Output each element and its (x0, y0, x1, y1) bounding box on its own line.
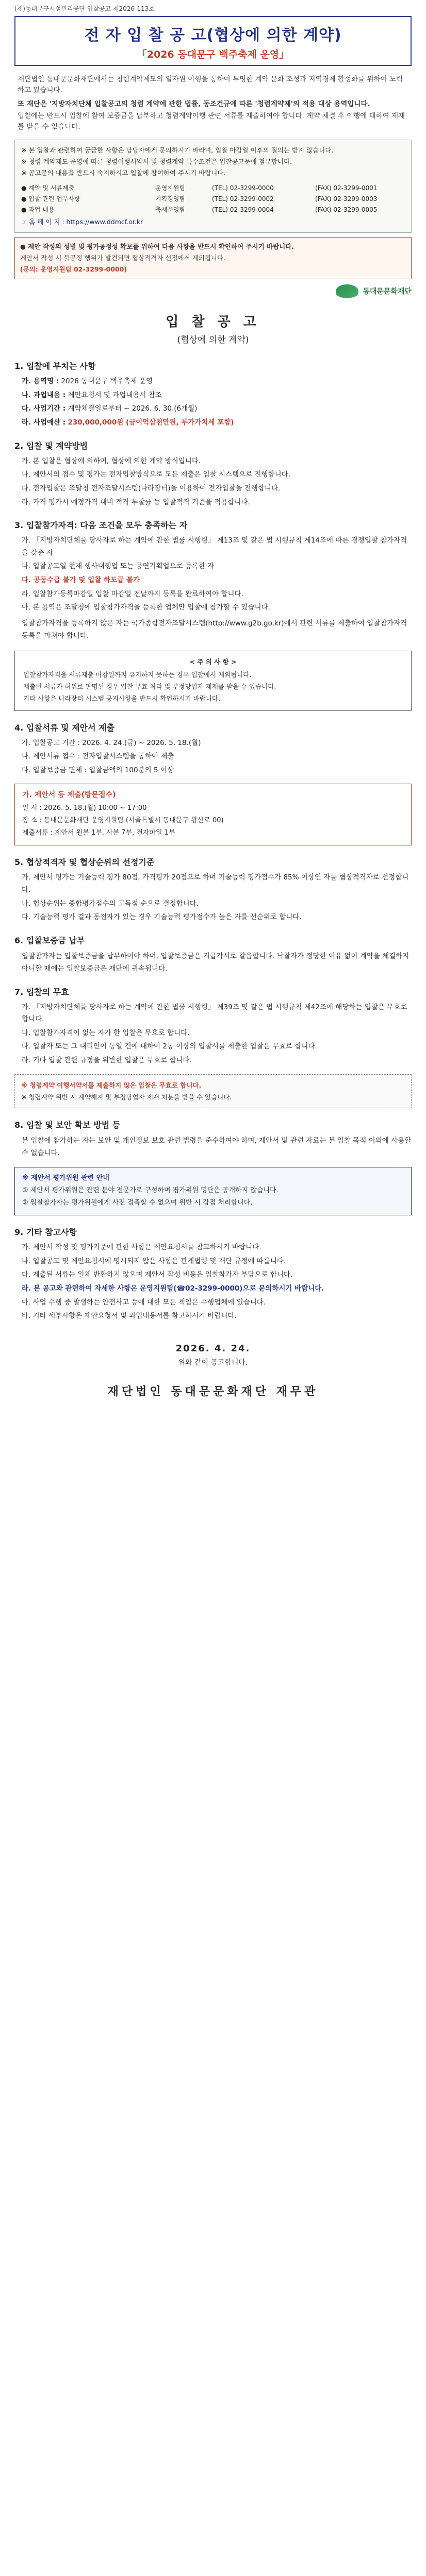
caution-box (14, 651, 412, 711)
list-item: 나. 제안서의 접수 및 평가는 전자입찰방식으로 모든 제출은 입찰 시스템으로 진행합니다. (22, 470, 290, 479)
intro-text: 재단법인 동대문문화재단에서는 청렴계약제도의 일자원 이행을 통하여 투명한 계약 문화 조성과 지역경제 활성화를 위하여 노력하고 있습니다. (18, 75, 403, 94)
contact-dept: ● 과업 내용 (21, 206, 55, 213)
list-item: 나. 입찰공고 및 제안요청서에 명시되지 않은 사항은 관계법령 및 재단 규정에 따릅니다. (22, 1257, 286, 1265)
list-item: 나. 입찰참가자격이 없는 자가 한 입찰은 무효로 합니다. (22, 1028, 190, 1037)
intro-policy-rest: 입찰에는 반드시 입찰에 참여 보증금을 납부하고 청렴계약이행 관련 서류를 제출하여야 합니다. 계약 체결 후 이행에 대하여 제재를 받을 수 있습니다. (18, 111, 405, 131)
section-heading: 1. 입찰에 부치는 사항 (14, 361, 96, 371)
list-item: 가. 제안서 작성 및 평가기준에 관한 사항은 제안요청서를 참고하시기 바랍니다. (22, 1243, 261, 1252)
hero-banner (14, 16, 412, 66)
list-item: 나. 제안서류 접수 : 전자입찰시스템을 통하여 제출 (22, 752, 174, 761)
announcement-closing: 위와 같이 공고합니다. (178, 1358, 248, 1367)
list-item: 가. 본 입찰은 협상에 의하여, 협상에 의한 계약 방식입니다. (22, 456, 201, 465)
contact-row (21, 183, 405, 193)
list-item: 나. 과업내용 : 제안요청서 및 과업내용서 참조 (22, 391, 162, 399)
schedule-line: 제출서류 : 제안서 원본 1부, 사본 7부, 전자파일 1부 (22, 829, 175, 837)
intro-policy-lead: 또 재단은 '지방자치단체 입찰공고의 청렴 계약에 관한 법률, 동조건규에 따른 '청렴계약제'의 적용 대상 용역입니다. (18, 99, 370, 108)
contact-team: 축제운영팀 (155, 206, 185, 213)
list-item: 마. 사업 수행 중 발생하는 안전사고 등에 대한 모든 책임은 수행업체에 있습니다. (22, 1298, 266, 1307)
contact-team: 운영지원팀 (155, 184, 185, 192)
contact-dept: ● 계약 및 서류제출 (21, 184, 75, 192)
list-item: 가. 「지방자치단체를 당사자로 하는 계약에 관한 법률 시행령」 제39조 및 같은 법 시행규칙 제42조에 해당하는 입찰은 무효로 합니다. (22, 1003, 407, 1024)
list-item: 라. 입찰참가등록마감일 입찰 마감일 전날까지 등록을 완료하여야 합니다. (22, 589, 243, 598)
list-item: 다. 제출된 서류는 일체 반환하지 않으며 제안서 작성 비용은 입찰참가자 부담으로 합니다. (22, 1270, 293, 1279)
schedule-title: 가. 제안서 등 제출(방문접수) (22, 791, 116, 800)
section-paragraph: 입찰참가자는 입찰보증금을 납부하여야 하며, 입찰보증금은 지급각서로 갈음합니다. 낙찰자가 정당한 이유 없이 계약을 체결하지 아니할 때에는 입찰보증금은 재단에 귀속됩니다. (22, 952, 409, 973)
org-logo-icon (336, 284, 358, 298)
contact-fax: (FAX) 02-3299-0001 (315, 184, 378, 192)
list-item: 라. 사업예산 : 230,000,000원 (금이억삼천만원, 부가가치세 포함) (22, 418, 234, 427)
info-line: ② 입찰참가자는 평가위원에게 사전 접촉할 수 없으며 위반 시 감점 처리합니다. (22, 1198, 253, 1207)
redbox-detail: 제안서 작성 시 불공정 행위가 발견되면 협상적격자 선정에서 제외됩니다. (20, 254, 226, 262)
doc-title: 입 찰 공 고 (166, 314, 260, 330)
caution-line: 입찰참가자격을 서류제출 마감일까지 유지하지 못하는 경우 입찰에서 제외됩니다. (23, 670, 252, 679)
note-line: ※ 청렴계약 이행서약서를 제출하지 않은 입찰은 무효로 합니다. (21, 1081, 202, 1089)
schedule-line: 장 소 : 동대문문화재단 운영지원팀 (서울특별시 동대문구 왕산로 00) (22, 817, 224, 825)
contact-dept: ● 입찰 관련 업무사항 (21, 195, 80, 202)
section-paragraph: 본 입찰에 참가하는 자는 보안 및 개인정보 보호 관련 법령을 준수하여야 하며, 제안서 및 관련 자료는 본 입찰 목적 이외에 사용할 수 없습니다. (22, 1137, 412, 1158)
section-heading: 7. 입찰의 무효 (14, 987, 69, 997)
info-line: ① 제안서 평가위원은 관련 분야 전문가로 구성하며 평가위원 명단은 공개하지 않습니다. (22, 1186, 278, 1194)
list-item: 다. 입찰보증금 면제 : 입찰금액의 100분의 5 이상 (22, 766, 174, 774)
list-item: 다. 공동수급 불가 및 입찰 하도급 불가 (22, 576, 140, 585)
caution-line: 제출된 서류가 허위로 판명된 경우 입찰 무효 처리 및 부정당업자 제재를 받을 수 있습니다. (23, 683, 276, 691)
doc-subtitle: (협상에 의한 계약) (177, 335, 249, 346)
section-heading: 8. 입찰 및 보안 확보 방법 등 (14, 1120, 121, 1130)
list-item: 가. 용역명 : 2026 동대문구 백주축제 운영 (22, 377, 153, 386)
list-item: 다. 입찰자 또는 그 대리인이 동일 건에 대하여 2통 이상의 입찰서를 제출한 입찰은 무효로 합니다. (22, 1042, 317, 1051)
homepage-link[interactable]: ☞ 홈 페 이 지 : https://www.ddmcf.or.kr (21, 218, 143, 226)
section-heading: 2. 입찰 및 계약방법 (14, 440, 88, 451)
contact-tel: (TEL) 02-3299-0004 (212, 206, 274, 213)
list-item: 다. 전자입찰은 조달청 전자조달시스템(나라장터)을 이용하여 전자입찰을 진행합니다. (22, 484, 281, 493)
section-heading: 5. 협상적격자 및 협상순위의 선정기준 (14, 857, 155, 868)
schedule-line: 일 시 : 2026. 5. 18.(월) 10:00 ~ 17:00 (22, 804, 147, 812)
contact-team: 기획경영팀 (155, 195, 185, 202)
contact-row (21, 194, 405, 204)
doc-reference: (재)동대문구시설관리공단 입찰공고 제2026-113호 (14, 5, 155, 12)
schedule-box (14, 784, 412, 845)
hero-title: 전 자 입 찰 공 고(협상에 의한 계약) (84, 26, 342, 44)
hero-subtitle: 「2026 동대문구 백주축제 운영」 (137, 49, 289, 60)
notice-line: ※ 본 입찰과 관련하여 궁금한 사항은 담당자에게 문의하시기 바라며, 입찰 마감일 이후의 질의는 받지 않습니다. (21, 146, 334, 154)
section-heading: 3. 입찰참가자격: 다음 조건을 모두 충족하는 자 (14, 520, 188, 531)
issuing-org: 재단법인 동대문문화재단 재무관 (107, 1385, 319, 1398)
list-item: 가. 「지방자치단체를 당사자로 하는 계약에 관한 법률 시행령」 제13조 및 같은 법 시행규칙 제14조에 따른 경쟁입찰 참가자격을 갖춘 자 (22, 536, 407, 557)
list-item: 라. 가격 평가시 예정가격 대비 적격 투찰률 등 입찰적격 기준을 적용합니다. (22, 498, 250, 506)
notice-line: ※ 공고문의 내용을 반드시 숙지하시고 입찰에 참여하여 주시기 바랍니다. (21, 168, 226, 177)
list-item: 마. 본 용역은 조달청에 입찰참가자격을 등록한 업체만 입찰에 참가할 수 있습니다. (22, 603, 270, 612)
list-item: 바. 기타 세부사항은 제안요청서 및 과업내용서를 참고하시기 바랍니다. (22, 1312, 237, 1320)
list-item: 다. 사업기간 : 계약체결일로부터 ~ 2026. 6. 30.(6개월) (22, 404, 198, 413)
info-title: ※ 제안서 평가위원 관련 안내 (22, 1174, 109, 1182)
list-item: 라. 기타 입찰 관련 규정을 위반한 입찰은 무효로 합니다. (22, 1056, 192, 1065)
contact-fax: (FAX) 02-3299-0005 (315, 206, 378, 213)
announcement-date: 2026. 4. 24. (175, 1343, 251, 1354)
list-item: 가. 입찰공고 기간 : 2026. 4. 24.(금) ~ 2026. 5. 18.(월) (22, 738, 201, 747)
notice-red-box (14, 237, 412, 279)
section-paragraph: 입찰참가자격을 등록하지 않은 자는 국가종합전자조달시스템(http://www.g2b.go.kr)에서 관련 서류를 제출하여 입찰참가자격 등록을 마쳐야 합니다. (22, 619, 407, 640)
org-logo-text: 동대문문화재단 (363, 287, 412, 296)
contact-tel: (TEL) 02-3299-0002 (212, 195, 274, 202)
list-item: 다. 기술능력 평가 결과 동점자가 있는 경우 기술능력 평가점수가 높은 자를 선순위로 합니다. (22, 913, 302, 922)
info-box (14, 1167, 412, 1215)
section-heading: 6. 입찰보증금 납부 (14, 935, 85, 945)
notice-line: ※ 청렴 계약제도 운영에 따른 청렴이행서약서 및 청렴계약 특수조건은 입찰공고문에 첨부합니다. (21, 157, 292, 165)
intro-block (14, 71, 412, 135)
list-item: 나. 입찰공고일 현재 행사대행업 또는 공연기획업으로 등록한 자 (22, 562, 215, 571)
redbox-lead: ● 제안 작성의 성별 및 평가공정성 확보를 위하여 다음 사항을 반드시 확인하여 주시기 바랍니다. (20, 243, 294, 251)
redbox-highlight: (문의: 운영지원팀 02-3299-0000) (20, 265, 127, 274)
caution-title: < 주 의 사 항 > (189, 657, 237, 666)
list-item: 라. 본 공고와 관련하여 자세한 사항은 운영지원팀(☎02-3299-0000)으로 문의하시기 바랍니다. (22, 1284, 324, 1293)
list-item: 나. 협상순위는 종합평가점수의 고득점 순으로 결정합니다. (22, 899, 199, 908)
contact-tel: (TEL) 02-3299-0000 (212, 184, 274, 192)
note-box (14, 1074, 412, 1109)
contact-row (21, 205, 405, 215)
caution-line: 기타 사항은 나라장터 시스템 공지사항을 반드시 확인하시기 바랍니다. (23, 694, 220, 703)
contact-fax: (FAX) 02-3299-0003 (315, 195, 378, 202)
org-logo (14, 284, 412, 298)
notice-box (14, 140, 412, 233)
section-heading: 9. 기타 참고사항 (14, 1227, 77, 1238)
section-heading: 4. 입찰서류 및 제안서 제출 (14, 722, 115, 733)
note-line: ※ 청렴계약 위반 시 계약해지 및 부정당업자 제재 처분을 받을 수 있습니다. (21, 1093, 232, 1101)
list-item: 가. 제안서 평가는 기술능력 평가 80점, 가격평가 20점으로 하며 기술능력 평가점수가 85% 이상인 자를 협상적격자로 선정합니다. (22, 873, 409, 894)
